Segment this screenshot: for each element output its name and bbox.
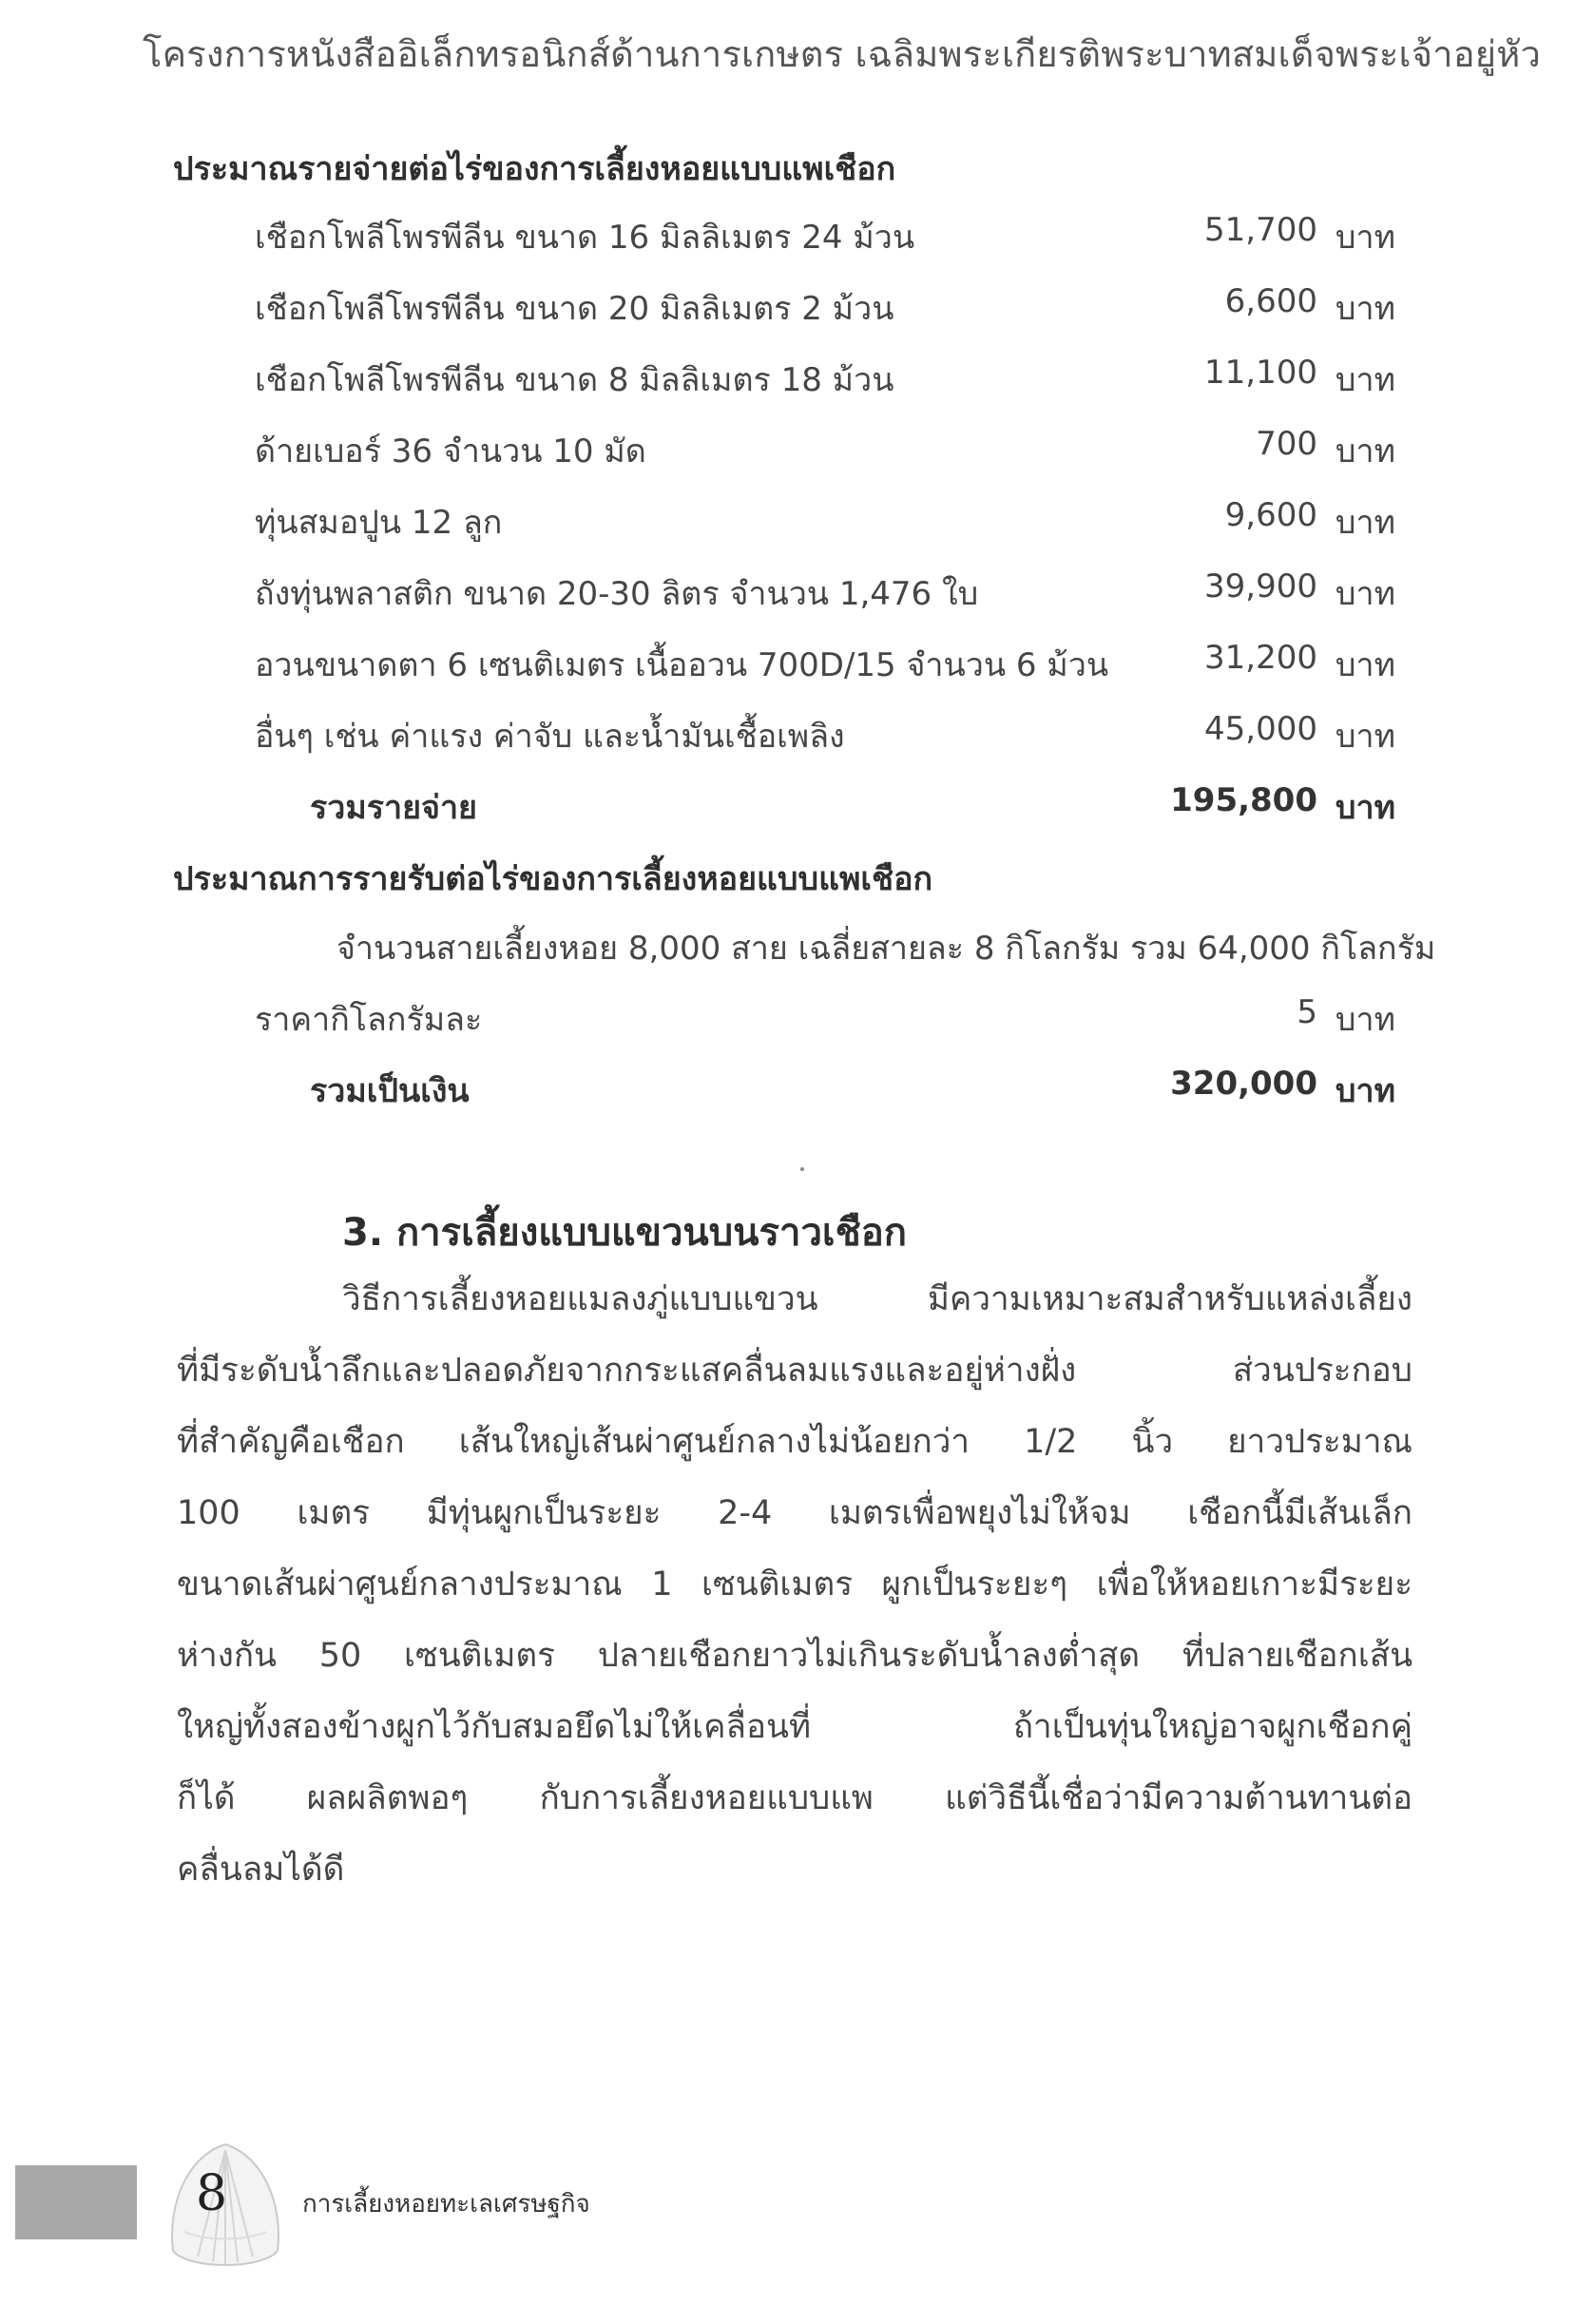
expense-row (255, 567, 1395, 615)
expense-total-row (255, 781, 1395, 829)
expense-unit: บาท (1335, 575, 1395, 613)
page-number: 8 (196, 2165, 228, 2222)
income-price-unit: บาท (1335, 1001, 1395, 1039)
section-title: 3. การเลี้ยงแบบแขวนบนราวเชือก (342, 1211, 907, 1255)
income-price-label: ราคากิโลกรัมละ (255, 1001, 483, 1039)
income-heading: ประมาณการรายรับต่อไร่ของการเลี้ยงหอยแบบแพเชือก (173, 860, 933, 898)
income-total-amount: 320,000 (1170, 1065, 1317, 1103)
paragraph-line: 100 เมตร มีทุ่นผูกเป็นระยะ 2-4 เมตรเพื่อพยุงไม่ให้จม เชือกนี้มีเส้นเล็ก (177, 1494, 1412, 1532)
income-total-row (255, 1065, 1395, 1112)
paragraph-line: ก็ได้ ผลผลิตพอๆ กับการเลี้ยงหอยแบบแพ แต่วิธีนี้เชื่อว่ามีความต้านทานต่อ (177, 1779, 1412, 1817)
expense-heading: ประมาณรายจ่ายต่อไร่ของการเลี้ยงหอยแบบแพเชือก (173, 150, 896, 188)
expense-total-label: รวมรายจ่าย (310, 789, 477, 827)
expense-row (255, 354, 1395, 401)
expense-amount: 39,900 (1204, 567, 1317, 605)
income-total-unit: บาท (1335, 1072, 1395, 1110)
expense-amount: 31,200 (1204, 639, 1317, 677)
expense-desc: อวนขนาดตา 6 เซนติเมตร เนื้ออวน 700D/15 จำนวน 6 ม้วน (255, 646, 1109, 684)
income-price-row (255, 993, 1395, 1041)
expense-total-unit: บาท (1335, 789, 1395, 827)
paragraph-line: ห่างกัน 50 เซนติเมตร ปลายเชือกยาวไม่เกินระดับน้ำลงต่ำสุด ที่ปลายเชือกเส้น (177, 1637, 1412, 1675)
footer-gray-bar (15, 2165, 137, 2239)
scan-speck (800, 1167, 804, 1171)
expense-unit: บาท (1335, 219, 1395, 257)
expense-unit: บาท (1335, 504, 1395, 542)
running-header: โครงการหนังสืออิเล็กทรอนิกส์ด้านการเกษตร เฉลิมพระเกียรติพระบาทสมเด็จพระเจ้าอยู่หัว (143, 33, 1541, 75)
expense-desc: อื่นๆ เช่น ค่าแรง ค่าจับ และน้ำมันเชื้อเพลิง (255, 718, 845, 756)
expense-amount: 51,700 (1204, 211, 1317, 249)
expense-unit: บาท (1335, 432, 1395, 471)
paragraph-line: วิธีการเลี้ยงหอยแมลงภู่แบบแขวน มีความเหมาะสมสำหรับแหล่งเลี้ยง (342, 1280, 1412, 1318)
expense-unit: บาท (1335, 718, 1395, 756)
expense-desc: ถังทุ่นพลาสติก ขนาด 20-30 ลิตร จำนวน 1,476 ใบ (255, 575, 979, 613)
expense-desc: เชือกโพลีโพรพีลีน ขนาด 20 มิลลิเมตร 2 ม้วน (255, 290, 894, 328)
expense-desc: เชือกโพลีโพรพีลีน ขนาด 8 มิลลิเมตร 18 ม้วน (255, 361, 894, 399)
paragraph-line: ขนาดเส้นผ่าศูนย์กลางประมาณ 1 เซนติเมตร ผูกเป็นระยะๆ เพื่อให้หอยเกาะมีระยะ (177, 1565, 1412, 1604)
expense-amount: 6,600 (1224, 282, 1317, 320)
paragraph-line: คลื่นลมได้ดี (177, 1851, 345, 1889)
expense-desc: ด้ายเบอร์ 36 จำนวน 10 มัด (255, 432, 646, 471)
body-paragraph (177, 1264, 1412, 1906)
expense-row (255, 425, 1395, 472)
expense-total-amount: 195,800 (1170, 781, 1317, 819)
expense-desc: ทุ่นสมอปูน 12 ลูก (255, 504, 503, 542)
expense-desc: เชือกโพลีโพรพีลีน ขนาด 16 มิลลิเมตร 24 ม้วน (255, 219, 915, 257)
income-total-label: รวมเป็นเงิน (310, 1072, 470, 1110)
expense-row (255, 710, 1395, 758)
expense-row (255, 211, 1395, 259)
book-title: การเลี้ยงหอยทะเลเศรษฐกิจ (302, 2190, 590, 2218)
expense-unit: บาท (1335, 361, 1395, 399)
expense-amount: 700 (1256, 425, 1317, 463)
expense-row (255, 639, 1395, 686)
expense-amount: 9,600 (1224, 496, 1317, 534)
expense-row (255, 282, 1395, 330)
expense-unit: บาท (1335, 290, 1395, 328)
expense-unit: บาท (1335, 646, 1395, 684)
income-note: จำนวนสายเลี้ยงหอย 8,000 สาย เฉลี่ยสายละ 8 กิโลกรัม รวม 64,000 กิโลกรัม (336, 930, 1436, 968)
paragraph-line: ใหญ่ทั้งสองข้างผูกไว้กับสมอยึดไม่ให้เคลื่อนที่ ถ้าเป็นทุ่นใหญ่อาจผูกเชือกคู่ (177, 1708, 1412, 1746)
expense-amount: 45,000 (1204, 710, 1317, 748)
income-price-amount: 5 (1297, 993, 1317, 1031)
paragraph-line: ที่สำคัญคือเชือก เส้นใหญ่เส้นผ่าศูนย์กลางไม่น้อยกว่า 1/2 นิ้ว ยาวประมาณ (177, 1423, 1412, 1461)
expense-row (255, 496, 1395, 544)
expense-amount: 11,100 (1204, 354, 1317, 392)
paragraph-line: ที่มีระดับน้ำลึกและปลอดภัยจากกระแสคลื่นลมแรงและอยู่ห่างฝั่ง ส่วนประกอบ (177, 1352, 1412, 1390)
